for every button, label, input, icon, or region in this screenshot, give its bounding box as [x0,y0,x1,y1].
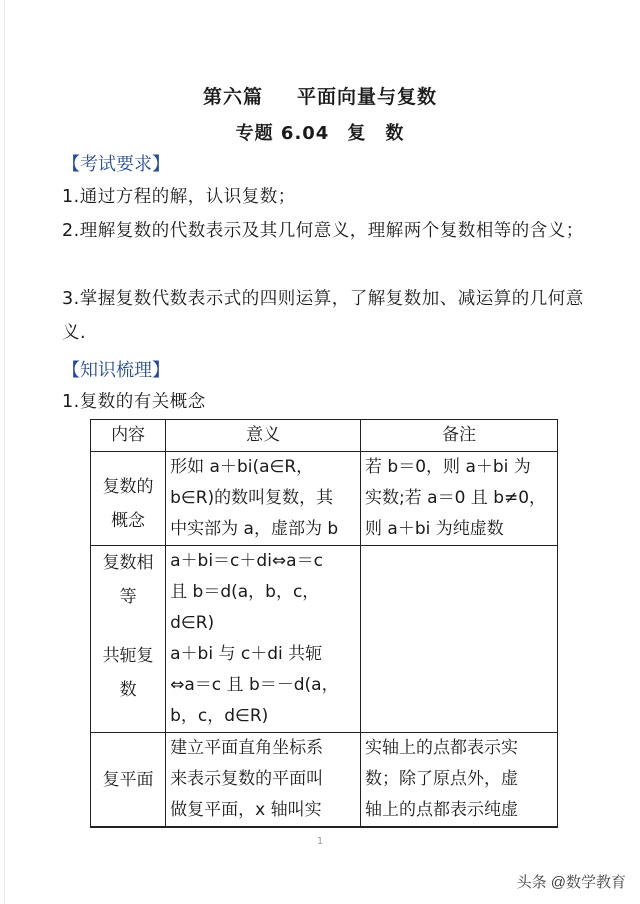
table-row [91,733,558,828]
concept-table [90,419,558,828]
row-meaning: a＋bi 与 c＋di 共轭 ⇔a＝c 且 b＝－d(a， b，c，d∈R) [166,639,361,733]
page-number: 1 [316,836,324,847]
requirement-item-1: 1.通过方程的解，认识复数； [62,187,296,207]
table-header-note: 备注 [361,420,558,452]
row-note: 实轴上的点都表示实 数；除了原点外，虚 轴上的点都表示纯虚 [361,733,558,828]
row-label: 共轭复 数 [91,639,166,733]
table-header-meaning: 意义 [166,420,361,452]
part-label: 第六篇 [202,86,263,108]
topic-name: 复 数 [347,123,405,144]
row-note: 若 b＝0，则 a＋bi 为 实数;若 a＝0 且 b≠0， 则 a＋bi 为纯虚数 [361,452,558,546]
table-row [91,546,558,640]
table-row [91,452,558,546]
table-header-content: 内容 [91,420,166,452]
knowledge-heading: 1.复数的有关概念 [62,392,206,412]
requirement-item-2: 2.理解复数的代数表示及其几何意义，理解两个复数相等的含义； [62,221,584,241]
part-title [0,82,640,109]
row-label: 复平面 [91,733,166,828]
row-meaning: 形如 a＋bi(a∈R， b∈R)的数叫复数，其 中实部为 a，虚部为 b [166,452,361,546]
row-label: 复数相 等 [91,546,166,640]
table-header-row [91,420,558,452]
part-name: 平面向量与复数 [297,86,438,108]
topic-title [0,119,640,145]
knowledge-tag: 【知识梳理】 [62,360,170,381]
row-meaning: 建立平面直角坐标系 来表示复数的平面叫 做复平面，x 轴叫实 [166,733,361,828]
row-label: 复数的 概念 [91,452,166,546]
row-meaning: a＋bi＝c＋di⇔a＝c 且 b＝d(a，b，c，d∈R) [166,546,361,640]
topic-label: 专题 6.04 [235,123,330,144]
row-note-empty [361,546,558,733]
watermark: 头条 @数学教育 [516,874,626,891]
requirement-item-3: 3.掌握复数代数表示式的四则运算，了解复数加、减运算的几何意义. [62,289,584,343]
exam-requirements-tag: 【考试要求】 [62,154,170,175]
